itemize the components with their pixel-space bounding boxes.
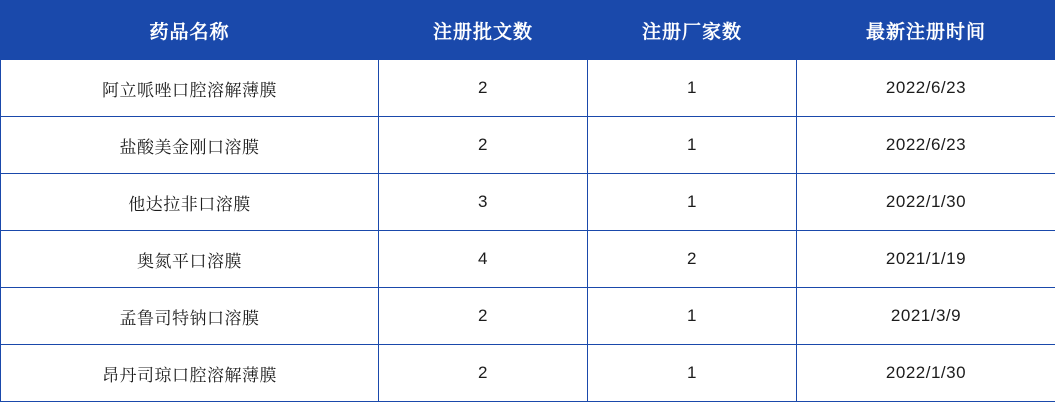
cell-manufacturer-count: 2 (588, 231, 797, 288)
table-header (1, 1, 1055, 60)
cell-drug-name: 阿立哌唑口腔溶解薄膜 (1, 60, 379, 117)
cell-approval-count: 2 (379, 288, 588, 345)
cell-drug-name: 盐酸美金刚口溶膜 (1, 117, 379, 174)
cell-approval-count: 2 (379, 117, 588, 174)
cell-latest-date: 2021/1/19 (797, 231, 1055, 288)
cell-manufacturer-count: 1 (588, 345, 797, 402)
table-row (1, 60, 1055, 117)
cell-approval-count: 2 (379, 345, 588, 402)
cell-latest-date: 2022/1/30 (797, 345, 1055, 402)
cell-approval-count: 3 (379, 174, 588, 231)
table-row (1, 345, 1055, 402)
column-header-manufacturer-count: 注册厂家数 (588, 1, 797, 60)
table-row (1, 174, 1055, 231)
table-row (1, 231, 1055, 288)
cell-latest-date: 2022/6/23 (797, 117, 1055, 174)
table-header-row (1, 1, 1055, 60)
cell-manufacturer-count: 1 (588, 117, 797, 174)
cell-latest-date: 2022/6/23 (797, 60, 1055, 117)
table-row (1, 288, 1055, 345)
column-header-drug-name: 药品名称 (1, 1, 379, 60)
table-body (1, 60, 1055, 402)
cell-manufacturer-count: 1 (588, 288, 797, 345)
column-header-latest-date: 最新注册时间 (797, 1, 1055, 60)
cell-manufacturer-count: 1 (588, 60, 797, 117)
cell-approval-count: 2 (379, 60, 588, 117)
cell-drug-name: 昂丹司琼口腔溶解薄膜 (1, 345, 379, 402)
column-header-approval-count: 注册批文数 (379, 1, 588, 60)
cell-drug-name: 孟鲁司特钠口溶膜 (1, 288, 379, 345)
cell-manufacturer-count: 1 (588, 174, 797, 231)
table-row (1, 117, 1055, 174)
cell-latest-date: 2021/3/9 (797, 288, 1055, 345)
cell-drug-name: 奥氮平口溶膜 (1, 231, 379, 288)
cell-drug-name: 他达拉非口溶膜 (1, 174, 379, 231)
cell-latest-date: 2022/1/30 (797, 174, 1055, 231)
cell-approval-count: 4 (379, 231, 588, 288)
